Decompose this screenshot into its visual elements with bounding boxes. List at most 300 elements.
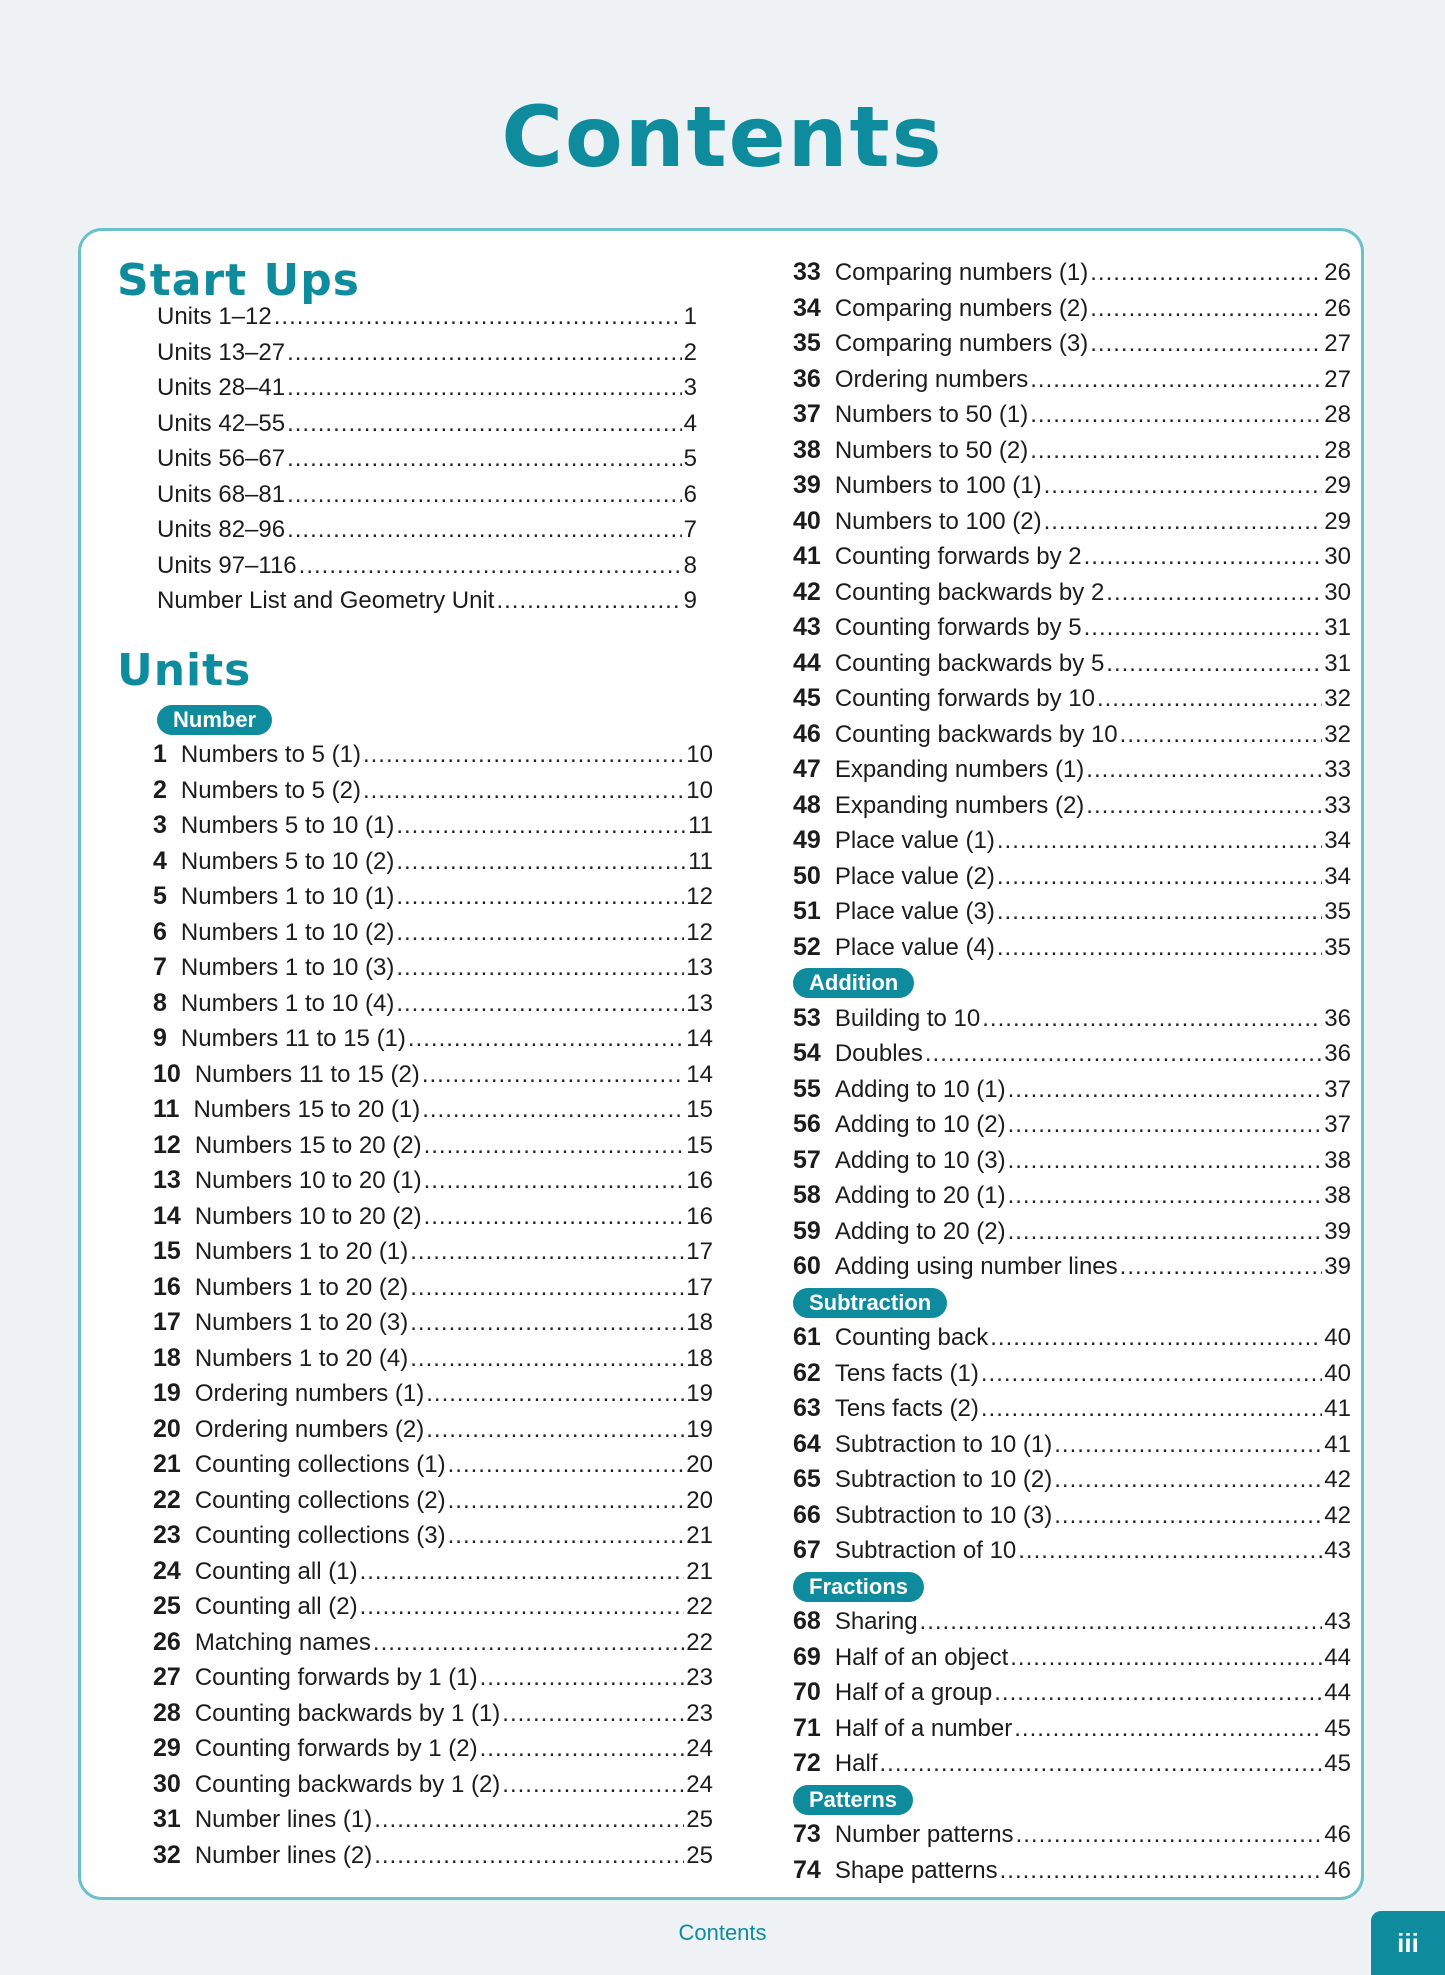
unit-title: Matching names [194,1628,371,1656]
unit-number: 36 [793,364,821,393]
unit-title: Numbers to 50 (1) [834,401,1029,428]
entry-page: 6 [683,480,697,508]
unit-title: Counting collections (2) [194,1486,446,1514]
leader-dots [1030,397,1322,433]
leader-dots [396,915,684,951]
leader-dots [880,1746,1323,1782]
leader-dots [1008,1178,1323,1214]
unit-number: 1 [153,740,167,768]
leader-dots [496,583,681,619]
unit-title: Half of a group [834,1679,993,1706]
unit-title: Numbers to 5 (2) [180,776,361,804]
start-ups-heading: Start Ups [117,255,360,306]
leader-dots [448,1447,685,1483]
leader-dots [994,1675,1322,1711]
unit-number: 2 [153,775,167,804]
unit-number: 39 [793,471,821,499]
unit-title: Numbers 11 to 15 (1) [180,1025,406,1052]
unit-title: Numbers to 100 (1) [834,472,1042,499]
unit-title: Subtraction of 10 [834,1537,1017,1564]
leader-dots [920,1604,1323,1640]
unit-number: 65 [793,1465,821,1493]
unit-number: 15 [153,1237,181,1265]
unit-entry [153,1554,713,1590]
entry-page: 4 [683,409,697,437]
unit-title: Adding to 10 (3) [834,1146,1006,1174]
unit-title: Numbers 1 to 10 (1) [180,883,395,910]
unit-entry [153,1518,713,1554]
unit-page: 19 [686,1415,713,1443]
unit-title: Counting backwards by 10 [834,720,1118,748]
unit-entry [793,1427,1351,1463]
unit-number: 38 [793,435,821,464]
unit-entry [793,788,1351,824]
unit-entry [793,362,1351,398]
unit-entry [793,1178,1351,1214]
leader-dots [410,1305,684,1341]
unit-title: Numbers 15 to 20 (1) [193,1096,421,1123]
leader-dots [1090,326,1322,362]
leader-dots [1008,1107,1323,1143]
unit-title: Numbers 10 to 20 (1) [194,1167,422,1194]
unit-entry [153,986,713,1022]
unit-entry [793,1675,1351,1711]
leader-dots [1054,1427,1322,1463]
start-up-entry [157,406,697,442]
unit-page: 37 [1324,1111,1351,1138]
unit-entry [793,326,1351,362]
unit-number: 28 [153,1698,181,1727]
unit-number: 13 [153,1166,181,1194]
unit-number: 18 [153,1343,181,1372]
unit-title: Counting forwards by 2 [834,543,1082,570]
footer-label: Contents [678,1920,767,1945]
leader-dots [1000,1853,1323,1889]
leader-dots [396,844,686,880]
unit-page: 27 [1324,330,1351,357]
start-up-entry [157,299,697,335]
leader-dots [1084,610,1323,646]
unit-number: 62 [793,1358,821,1387]
leader-dots [287,441,682,477]
unit-entry [153,1021,713,1057]
unit-page: 12 [686,883,713,910]
unit-entry [793,1249,1351,1285]
unit-title: Place value (2) [834,862,995,890]
start-up-entry [157,370,697,406]
unit-title: Counting backwards by 1 (2) [194,1770,501,1798]
unit-title: Expanding numbers (1) [834,756,1085,783]
unit-entry [153,1057,713,1093]
unit-page: 36 [1324,1040,1351,1067]
unit-title: Subtraction to 10 (1) [834,1430,1053,1458]
unit-title: Numbers 1 to 20 (3) [194,1309,409,1336]
unit-entry [153,1696,713,1732]
unit-title: Adding using number lines [834,1253,1118,1280]
unit-entry [793,1533,1351,1569]
unit-page: 44 [1324,1643,1351,1671]
unit-title: Counting forwards by 5 [834,614,1082,641]
leader-dots [426,1376,684,1412]
unit-number: 44 [793,648,821,677]
category-pill-subtraction: Subtraction [793,1288,947,1318]
unit-entry [793,823,1351,859]
unit-entry [793,1711,1351,1747]
unit-title: Comparing numbers (2) [834,294,1089,322]
leader-dots [424,1128,685,1164]
leader-dots [1090,291,1322,327]
leader-dots [1044,504,1323,540]
unit-title: Ordering numbers (1) [194,1380,425,1407]
unit-page: 24 [686,1770,713,1798]
unit-entry [153,808,713,844]
unit-title: Numbers 1 to 20 (2) [194,1273,409,1301]
unit-entry [153,1234,713,1270]
unit-page: 32 [1324,720,1351,748]
start-up-entry [157,583,697,619]
unit-page: 19 [686,1380,713,1407]
unit-entry [793,1746,1351,1782]
leader-dots [1097,681,1322,717]
unit-entry [793,1604,1351,1640]
leader-dots [287,335,682,371]
unit-page: 41 [1324,1395,1351,1422]
unit-number: 6 [153,917,167,946]
unit-number: 25 [153,1592,181,1620]
category-pill-patterns: Patterns [793,1785,913,1815]
unit-title: Doubles [834,1040,923,1067]
unit-title: Numbers 15 to 20 (2) [194,1131,422,1159]
unit-page: 20 [686,1451,713,1478]
unit-title: Counting forwards by 1 (1) [194,1664,478,1691]
unit-number: 47 [793,755,821,783]
entry-title: Units 13–27 [157,338,286,366]
unit-entry [793,291,1351,327]
unit-page: 38 [1324,1146,1351,1174]
unit-page: 34 [1324,827,1351,854]
unit-entry [153,1838,713,1874]
unit-page: 37 [1324,1075,1351,1103]
unit-number: 9 [153,1024,167,1052]
unit-entry [153,1305,713,1341]
start-up-entry [157,441,697,477]
unit-title: Counting forwards by 10 [834,685,1095,712]
unit-page: 32 [1324,685,1351,712]
unit-title: Half [834,1750,878,1777]
unit-entry [793,1001,1351,1037]
leader-dots [396,950,684,986]
leader-dots [396,808,686,844]
unit-page: 17 [686,1273,713,1301]
unit-number: 57 [793,1145,821,1174]
unit-number: 55 [793,1074,821,1103]
unit-page: 28 [1324,401,1351,428]
unit-entry [153,1092,713,1128]
unit-number: 56 [793,1110,821,1138]
leader-dots [997,894,1322,930]
leader-dots [1008,1143,1323,1179]
unit-page: 43 [1324,1608,1351,1635]
leader-dots [997,823,1322,859]
unit-entry [153,773,713,809]
entry-page: 1 [683,303,697,330]
unit-title: Numbers 5 to 10 (1) [180,812,395,839]
unit-number: 48 [793,790,821,819]
unit-page: 18 [686,1344,713,1372]
leader-dots [502,1767,684,1803]
unit-page: 27 [1324,365,1351,393]
unit-number: 37 [793,400,821,428]
unit-number: 14 [153,1201,181,1230]
leader-dots [448,1518,685,1554]
unit-number: 72 [793,1749,821,1777]
entry-title: Units 68–81 [157,480,286,508]
unit-page: 23 [686,1699,713,1727]
unit-number: 20 [153,1414,181,1443]
unit-page: 31 [1324,614,1351,641]
unit-entry [793,681,1351,717]
unit-page: 13 [686,989,713,1017]
unit-number: 33 [793,258,821,286]
unit-page: 38 [1324,1182,1351,1209]
unit-number: 17 [153,1308,181,1336]
leader-dots [502,1696,684,1732]
unit-number: 52 [793,932,821,961]
unit-title: Adding to 10 (1) [834,1075,1006,1103]
unit-page: 24 [686,1735,713,1762]
unit-number: 26 [153,1627,181,1656]
unit-entry [153,844,713,880]
leader-dots [1090,255,1322,291]
page-title: Contents [501,88,944,186]
unit-number: 73 [793,1820,821,1848]
leader-dots [373,1625,684,1661]
unit-entry [793,859,1351,895]
unit-entry [793,1817,1351,1853]
unit-page: 16 [686,1202,713,1230]
unit-title: Ordering numbers (2) [194,1415,425,1443]
unit-page: 46 [1324,1821,1351,1848]
unit-entry [153,1412,713,1448]
unit-number: 59 [793,1216,821,1245]
unit-title: Shape patterns [834,1856,998,1884]
unit-page: 22 [686,1593,713,1620]
unit-title: Tens facts (1) [834,1359,979,1387]
leader-dots [360,1554,685,1590]
unit-entry [153,1483,713,1519]
leader-dots [997,930,1322,966]
unit-number: 22 [153,1485,181,1514]
unit-number: 31 [153,1805,181,1833]
unit-page: 42 [1324,1466,1351,1493]
unit-entry [153,1660,713,1696]
unit-number: 30 [153,1769,181,1798]
unit-entry [793,717,1351,753]
unit-number: 50 [793,861,821,890]
unit-title: Place value (1) [834,827,995,854]
leader-dots [424,1199,685,1235]
unit-entry [153,1589,713,1625]
leader-dots [990,1320,1322,1356]
unit-title: Place value (4) [834,933,995,961]
unit-number: 53 [793,1003,821,1032]
unit-page: 29 [1324,472,1351,499]
unit-number: 7 [153,953,167,981]
leader-dots [426,1412,684,1448]
unit-title: Half of a number [834,1714,1013,1742]
unit-number: 16 [153,1272,181,1301]
leader-dots [480,1660,685,1696]
unit-number: 49 [793,826,821,854]
entry-page: 7 [683,516,697,543]
unit-entry [153,1447,713,1483]
leader-dots [1030,362,1322,398]
unit-page: 40 [1324,1324,1351,1351]
leader-dots [424,1163,685,1199]
unit-number: 60 [793,1252,821,1280]
unit-title: Numbers to 5 (1) [180,741,361,768]
leader-dots [396,879,684,915]
unit-page: 40 [1324,1359,1351,1387]
unit-entry [793,1143,1351,1179]
entry-title: Units 97–116 [157,551,297,579]
start-up-entry [157,477,697,513]
unit-title: Ordering numbers [834,365,1029,393]
leader-dots [299,548,682,584]
unit-page: 36 [1324,1004,1351,1032]
unit-entry [793,610,1351,646]
unit-number: 4 [153,846,167,875]
unit-page: 29 [1324,507,1351,535]
unit-number: 66 [793,1500,821,1529]
unit-entry [793,575,1351,611]
unit-number: 5 [153,882,167,910]
leader-dots [374,1802,684,1838]
unit-number: 69 [793,1642,821,1671]
entry-title: Number List and Geometry Unit [157,587,495,614]
unit-entry [153,1767,713,1803]
unit-number: 19 [153,1379,181,1407]
unit-number: 74 [793,1855,821,1884]
unit-page: 13 [686,954,713,981]
page-number-badge: iii [1371,1911,1445,1975]
unit-number: 3 [153,811,167,839]
unit-page: 43 [1324,1537,1351,1564]
leader-dots [480,1731,685,1767]
unit-number: 70 [793,1678,821,1706]
unit-title: Place value (3) [834,898,995,925]
unit-page: 35 [1324,898,1351,925]
unit-page: 44 [1324,1679,1351,1706]
unit-page: 28 [1324,436,1351,464]
leader-dots [410,1270,684,1306]
leader-dots [363,773,684,809]
unit-number: 29 [153,1734,181,1762]
unit-page: 18 [686,1309,713,1336]
leader-dots [1054,1498,1322,1534]
unit-number: 45 [793,684,821,712]
unit-entry [153,1731,713,1767]
start-up-entry [157,335,697,371]
leader-dots [287,477,682,513]
unit-title: Numbers 1 to 20 (4) [194,1344,409,1372]
unit-page: 22 [686,1628,713,1656]
unit-page: 15 [686,1096,713,1123]
unit-title: Subtraction to 10 (3) [834,1501,1053,1529]
unit-page: 10 [686,741,713,768]
unit-number: 71 [793,1713,821,1742]
unit-number: 24 [153,1556,181,1585]
unit-title: Numbers 11 to 15 (2) [194,1060,420,1088]
entry-title: Units 82–96 [157,516,286,543]
leader-dots [274,299,682,335]
leader-dots [410,1234,684,1270]
unit-page: 26 [1324,294,1351,322]
unit-number: 54 [793,1039,821,1067]
leader-dots [410,1341,684,1377]
unit-entry [793,504,1351,540]
unit-entry [793,1356,1351,1392]
unit-title: Building to 10 [834,1004,981,1032]
unit-page: 14 [686,1025,713,1052]
unit-entry [793,397,1351,433]
unit-entry [153,1128,713,1164]
unit-page: 34 [1324,862,1351,890]
unit-title: Half of an object [834,1643,1009,1671]
unit-title: Number lines (1) [194,1806,373,1833]
entry-page: 8 [683,551,697,579]
unit-page: 16 [686,1167,713,1194]
unit-number: 32 [153,1840,181,1869]
unit-title: Counting all (1) [194,1557,358,1585]
entry-title: Units 42–55 [157,409,286,437]
unit-number: 51 [793,897,821,925]
unit-title: Adding to 10 (2) [834,1111,1006,1138]
leader-dots [925,1036,1322,1072]
category-pill-fractions: Fractions [793,1572,924,1602]
unit-page: 21 [686,1557,713,1585]
leader-dots [1054,1462,1322,1498]
unit-page: 30 [1324,543,1351,570]
unit-title: Numbers 10 to 20 (2) [194,1202,422,1230]
unit-entry [153,915,713,951]
unit-title: Numbers 5 to 10 (2) [180,847,395,875]
unit-number: 61 [793,1323,821,1351]
unit-entry [793,1036,1351,1072]
unit-entry [793,1853,1351,1889]
unit-entry [793,1107,1351,1143]
unit-number: 10 [153,1059,181,1088]
unit-entry [793,752,1351,788]
unit-entry [793,930,1351,966]
unit-title: Counting backwards by 2 [834,578,1105,606]
unit-page: 31 [1324,649,1351,677]
leader-dots [360,1589,685,1625]
leader-dots [1010,1640,1322,1676]
unit-title: Adding to 20 (1) [834,1182,1006,1209]
unit-number: 35 [793,329,821,357]
leader-dots [363,737,684,773]
entry-title: Units 56–67 [157,445,286,472]
unit-number: 67 [793,1536,821,1564]
unit-number: 58 [793,1181,821,1209]
leader-dots [1014,1711,1322,1747]
unit-number: 27 [153,1663,181,1691]
entry-page: 5 [683,445,697,472]
unit-number: 21 [153,1450,181,1478]
unit-page: 39 [1324,1217,1351,1245]
unit-page: 26 [1324,259,1351,286]
